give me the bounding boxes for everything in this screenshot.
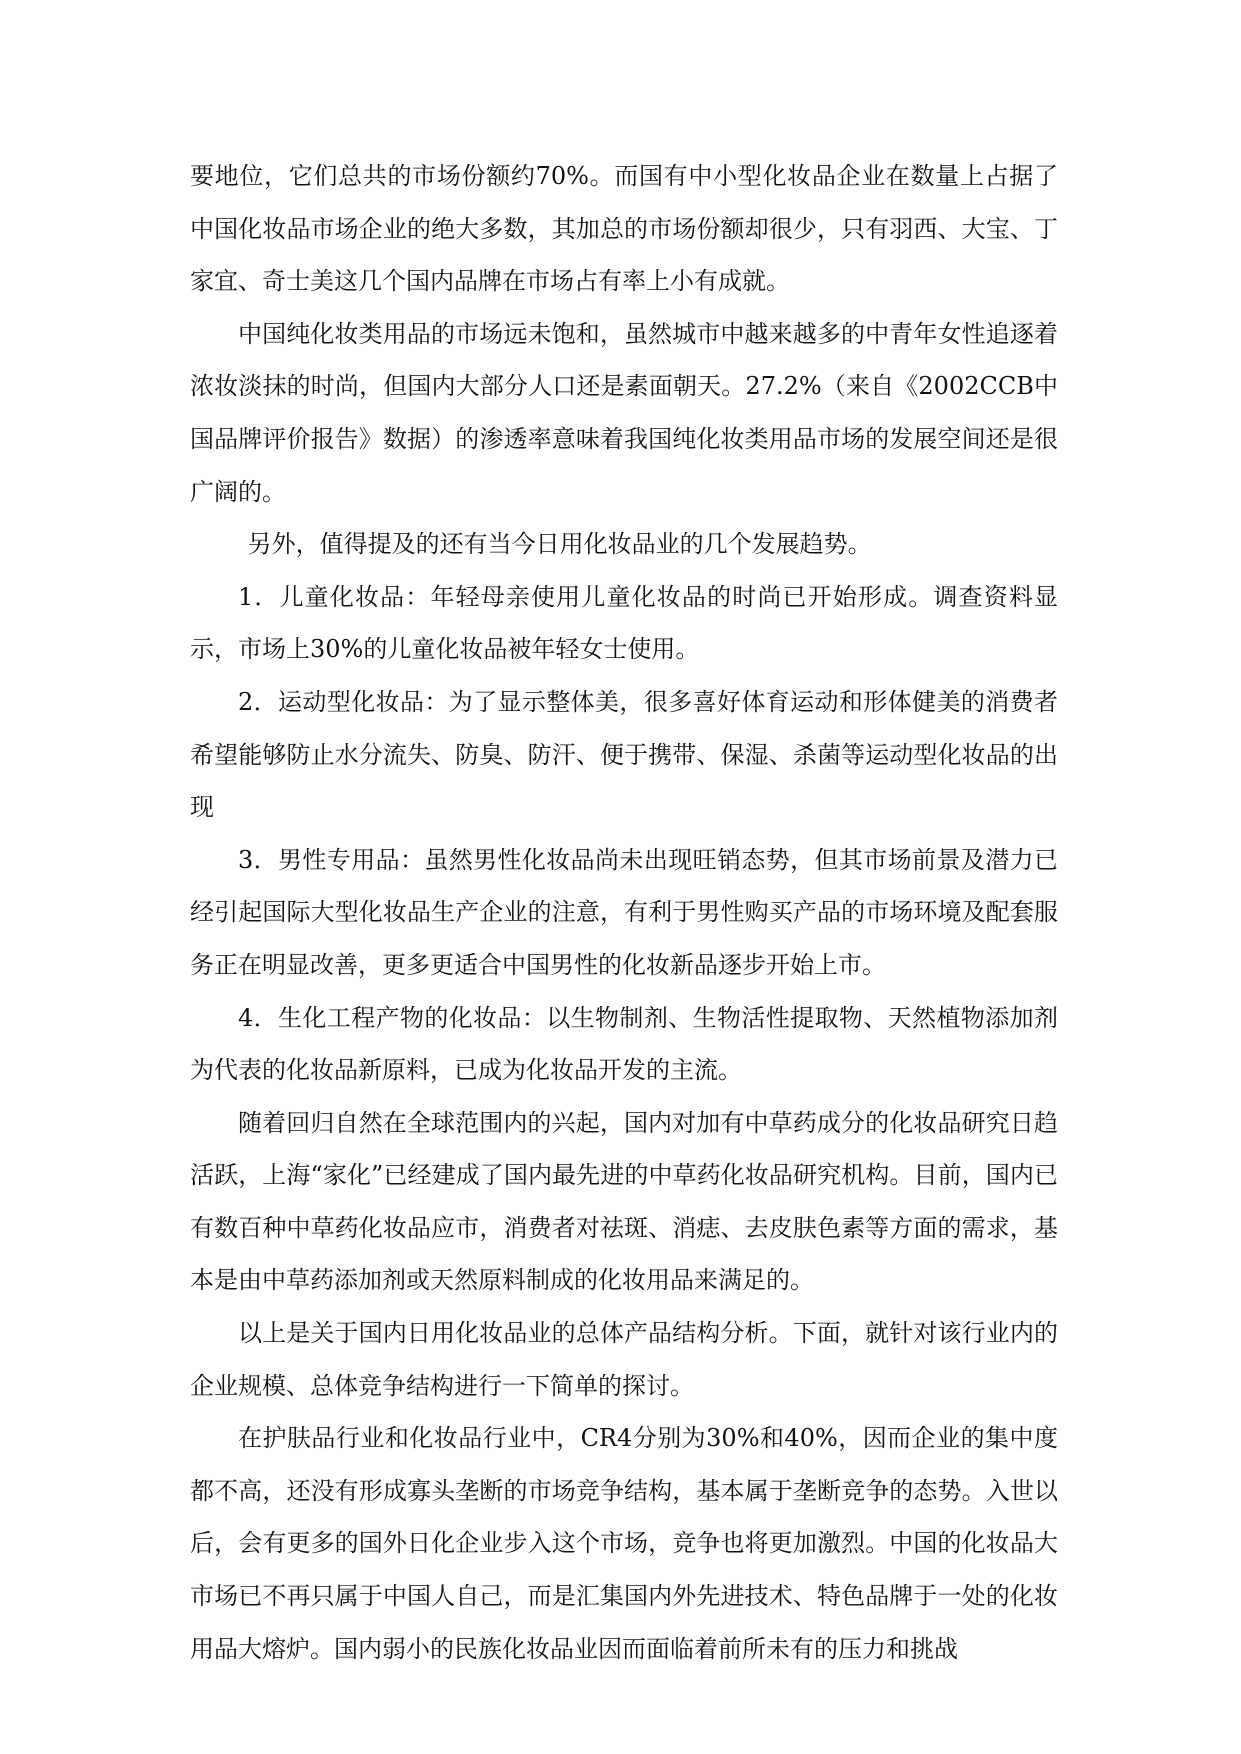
paragraph-trend-biochem: 4．生化工程产物的化妆品：以生物制剂、生物活性提取物、天然植物添加剂为代表的化妆品新原料，已成为化妆品开发的主流。 <box>190 1003 1058 1085</box>
paragraph-herbal-cosmetics: 随着回归自然在全球范围内的兴起，国内对加有中草药成分的化妆品研究日趋活跃，上海“家化”已经建成了国内最先进的中草药化妆品研究机构。目前，国内已有数百种中草药化妆品应市，消费者对祛斑、消痣、去皮肤色素等方面的需求，基本是由中草药添加剂或天然原料制成的化妆用品来满足的。 <box>190 1108 1058 1295</box>
paragraph-trend-men: 3．男性专用品：虽然男性化妆品尚未出现旺销态势，但其市场前景及潜力已经引起国际大型化妆品生产企业的注意，有利于男性购买产品的市场环境及配套服务正在明显改善，更多更适合中国男性的化妆新品逐步开始上市。 <box>190 845 1058 979</box>
body-text <box>190 150 1058 1675</box>
paragraph-competition: 在护肤品行业和化妆品行业中，CR4分别为30%和40%，因而企业的集中度都不高，还没有形成寡头垄断的市场竞争结构，基本属于垄断竞争的态势。入世以后，会有更多的国外日化企业步入这个市场，竞争也将更加激烈。中国的化妆品大市场已不再只属于中国人自己，而是汇集国内外先进技术、特色品牌于一处的化妆用品大熔炉。国内弱小的民族化妆品业因而面临着前所未有的压力和挑战 <box>190 1424 1058 1663</box>
paragraph-market-share: 要地位，它们总共的市场份额约70%。而国有中小型化妆品企业在数量上占据了中国化妆品市场企业的绝大多数，其加总的市场份额却很少，只有羽西、大宝、丁家宜、奇士美这几个国内品牌在市场占有率上小有成就。 <box>190 162 1058 296</box>
paragraph-trend-sports: 2．运动型化妆品：为了显示整体美，很多喜好体育运动和形体健美的消费者希望能够防止水分流失、防臭、防汗、便于携带、保湿、杀菌等运动型化妆品的出现 <box>190 687 1058 822</box>
paragraph-trend-children: 1．儿童化妆品：年轻母亲使用儿童化妆品的时尚已开始形成。调查资料显示，市场上30%的儿童化妆品被年轻女士使用。 <box>190 582 1058 664</box>
paragraph-trends-intro: 另外，值得提及的还有当今日用化妆品业的几个发展趋势。 <box>247 530 872 559</box>
paragraph-structure-summary: 以上是关于国内日用化妆品业的总体产品结构分析。下面，就针对该行业内的企业规模、总体竞争结构进行一下简单的探讨。 <box>190 1319 1058 1400</box>
paragraph-pure-cosmetics-market: 中国纯化妆类用品的市场远未饱和，虽然城市中越来越多的中青年女性追逐着浓妆淡抹的时尚，但国内大部分人口还是素面朝天。27.2%（来自《2002CCB中国品牌评价报告》数据）的渗透率意味着我国纯化妆类用品市场的发展空间还是很广阔的。 <box>190 319 1058 506</box>
